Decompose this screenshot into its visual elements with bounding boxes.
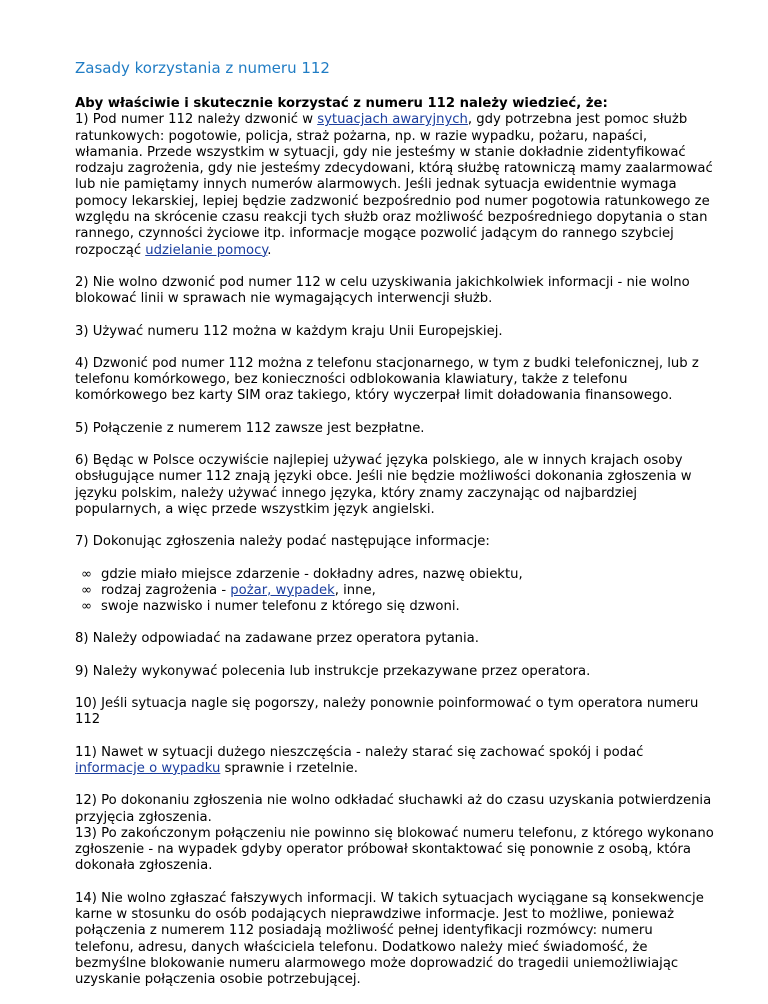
p1-text-c: .: [267, 242, 272, 258]
list-item-text: gdzie miało miejsce zdarzenie - dokładny adres, nazwę obiektu,: [101, 566, 523, 582]
link-accident-info[interactable]: informacje o wypadku: [75, 760, 221, 776]
paragraph-6: 6) Będąc w Polsce oczywiście najlepiej używać języka polskiego, ale w innych krajach osoby obsługujące numer 112 znają języki obce. Jeśli nie będzie możliwości dokonania zgłoszenia w języku polskim, należy używać innego języka, który znamy zaczynając od najbardziej popularnych, a więc przede wszystkim język angielski.: [75, 453, 692, 517]
paragraph-8: 8) Należy odpowiadać na zadawane przez operatora pytania.: [75, 631, 479, 647]
p7-lead: 7) Dokonując zgłoszenia należy podać następujące informacje:: [75, 534, 490, 550]
infinity-bullet-icon: ∞: [81, 599, 92, 615]
p11-text-a: 11) Nawet w sytuacji dużego nieszczęścia - należy starać się zachować spokój i podać: [75, 744, 644, 760]
paragraph-9: 9) Należy wykonywać polecenia lub instrukcje przekazywane przez operatora.: [75, 663, 591, 679]
list-item: [81, 583, 715, 599]
link-giving-help[interactable]: udzielanie pomocy: [145, 242, 268, 258]
list-item: [81, 567, 715, 583]
paragraph-11: [75, 745, 715, 778]
paragraph-14: 14) Nie wolno zgłaszać fałszywych informacji. W takich sytuacjach wyciągane są konsekwencje karne w stosunku do osób podających nieprawdziwe informacje. Jest to możliwe, ponieważ połączenia z numerem 112 posiadają możliwość pełnej identyfikacji rozmówcy: numeru telefonu, adresu, danych właściciela telefonu. Dodatkowo należy mieć świadomość, że bezmyślne blokowanie numeru alarmowego może doprowadzić do tragedii uniemożliwiając uzyskanie połączenia osobie potrzebującej.: [75, 890, 704, 988]
paragraph-2: 2) Nie wolno dzwonić pod numer 112 w celu uzyskiwania jakichkolwiek informacji - nie wolno blokować linii w sprawach nie wymagających interwencji służb.: [75, 274, 690, 307]
paragraph-10: 10) Jeśli sytuacja nagle się pogorszy, należy ponownie poinformować o tym operatora numeru 112: [75, 696, 699, 728]
paragraph-4: 4) Dzwonić pod numer 112 można z telefonu stacjonarnego, w tym z budki telefonicznej, lub z telefonu komórkowego, bez konieczności odblokowania klawiatury, także z telefonu komórkowego bez karty SIM oraz takiego, który wyczerpał limit doładowania finansowego.: [75, 355, 699, 404]
paragraph-7: [75, 534, 715, 550]
list-item-text-b: , inne,: [334, 582, 376, 598]
p11-text-b: sprawnie i rzetelnie.: [220, 760, 358, 776]
link-emergency-situations[interactable]: sytuacjach awaryjnych: [317, 112, 468, 128]
page-title: Zasady korzystania z numeru 112: [75, 59, 330, 77]
infinity-bullet-icon: ∞: [81, 566, 92, 582]
infinity-bullet-icon: ∞: [81, 582, 92, 598]
info-list: [75, 567, 715, 616]
paragraph-3: 3) Używać numeru 112 można w każdym kraju Unii Europejskiej.: [75, 323, 503, 339]
p1-text-b: , gdy potrzebna jest pomoc służb ratunkowych: pogotowie, policja, straż pożarna, np. w razie wypadku, pożaru, napaści, włamania. Przede wszystkim w sytuacji, gdy nie jesteśmy w stanie dokładnie zidentyfikować rodzaju zagrożenia, gdy nie jesteśmy zdecydowani, którą służbę ratowniczą mamy zaalarmować lub nie pamiętamy innych numerów alarmowych. Jeśli jednak sytuacja ewidentnie wymaga pomocy lekarskiej, lepiej będzie zadzwonić bezpośrednio pod numer pogotowia ratunkowego ze względu na skrócenie czasu reakcji tych służb oraz możliwość bezpośredniego dopytania o stan rannego, czynności życiowe itp. informacje mogące pozwolić jadącym do rannego szybciej rozpocząć: [75, 112, 713, 258]
list-item-text-a: rodzaj zagrożenia -: [101, 582, 231, 598]
paragraph-12: 12) Po dokonaniu zgłoszenia nie wolno odkładać słuchawki aż do czasu uzyskania potwierdzenia przyjęcia zgłoszenia.: [75, 793, 712, 825]
paragraph-5: 5) Połączenie z numerem 112 zawsze jest bezpłatne.: [75, 420, 425, 436]
link-fire-accident[interactable]: pożar, wypadek: [230, 582, 335, 598]
list-item: [81, 599, 715, 615]
intro-heading: Aby właściwie i skutecznie korzystać z numeru 112 należy wiedzieć, że:: [75, 96, 608, 111]
paragraph-12-13: [75, 793, 715, 874]
paragraph-13: 13) Po zakończonym połączeniu nie powinno się blokować numeru telefonu, z którego wykonano zgłoszenie - na wypadek gdyby operator próbował skontaktować się ponownie z osobą, która dokonała zgłoszenia.: [75, 825, 714, 874]
paragraph-1: [75, 96, 715, 259]
list-item-text: swoje nazwisko i numer telefonu z którego się dzwoni.: [101, 599, 460, 615]
p1-text-a: 1) Pod numer 112 należy dzwonić w: [75, 112, 318, 128]
document-body: [75, 58, 715, 1004]
